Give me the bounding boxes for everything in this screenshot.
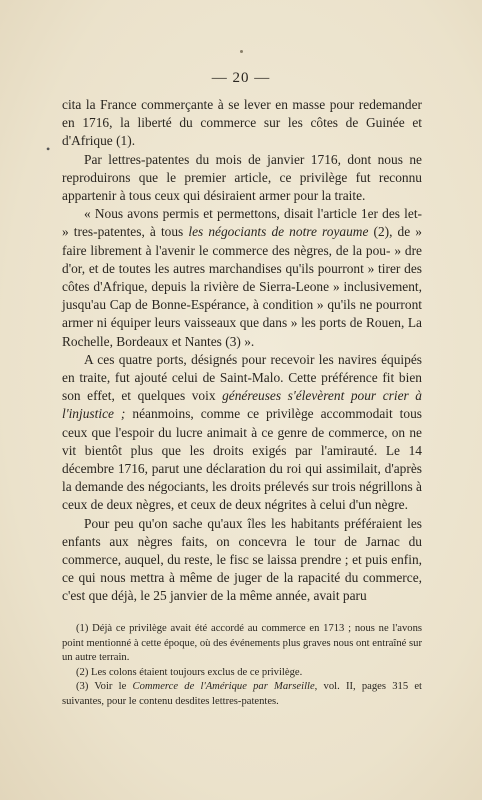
paragraph: « Nous avons permis et permettons, disait l'article 1er des let- » tres-patentes, à tous les négociants de notre royaume (2), de » faire librement à l'avenir le commerce des nègres, de la pou- » dre d'or, et de toutes les autres marchandises qu'ils pourront » tirer des côtes d'Afrique, depuis la rivière de Sierra-Leone » inclusivement, jusqu'au Cap de Bonne-Espérance, à condition » qu'ils ne pourront armer ni équiper leurs vaisseaux que dans » les ports de Rouen, La Rochelle, Bordeaux et Nantes (3) ». [62, 206, 422, 349]
footnote: (2) Les colons étaient toujours exclus de ce privilège. [76, 666, 303, 678]
paragraph: A ces quatre ports, désignés pour recevoir les navires équipés en traite, fut ajouté celui de Saint-Malo. Cette préférence fit bien son effet, et quelques voix généreuses s'élevèrent pour crier à l'injustice ; néanmoins, comme ce privilège accommodait tous ceux que l'espoir du lucre animait à ce genre de commerce, on ne vit bientôt plus que les droits exigés par l'amirauté. Le 14 décembre 1716, parut une déclaration du roi qui assimilait, d'après la demande des négociants, les droits prélevés sur trois négrillons à ceux de deux nègres, et ceux de deux négrites à celui d'un nègre. [62, 351, 423, 513]
italic-phrase: les négociants de notre royaume [188, 224, 369, 240]
italic-phrase: Commerce de l'Amérique par Marseille [132, 681, 315, 693]
footnote: (3) Voir le Commerce de l'Amérique par Marseille, vol. II, pages 315 et suivantes, pour le contenu desdites lettres-patentes. [62, 681, 422, 707]
paragraph: Pour peu qu'on sache qu'aux îles les habitants préféraient les enfants aux nègres faits, on concevra le tour de Jarnac du commerce, auquel, du reste, le fisc se laissa prendre ; et puis enfin, ce qui nous mettra à même de juger de la rapacité du commerce, c'est que déjà, le 25 janvier de la même année, avait paru [62, 515, 422, 604]
paragraph: cita la France commerçante à se lever en masse pour redemander en 1716, la liberté du commerce sur les côtes de Guinée et d'Afrique (1). [62, 97, 422, 149]
page-number: — 20 — [211, 70, 271, 86]
italic-phrase: généreuses s'élevèrent pour crier à l'injustice ; [62, 388, 422, 422]
footnotes [62, 622, 422, 710]
paragraph: Par lettres-patentes du mois de janvier 1716, dont nous ne reproduirons que le premier article, ce privilège fut reconnu appartenir à tous ceux qui désiraient armer pour la traite. [62, 151, 422, 204]
body-text [62, 96, 422, 606]
footnote: (1) Déjà ce privilège avait été accordé au commerce en 1713 ; nous ne l'avons point mentionné à cette époque, où des événements plus graves nous ont entraîné sur un autre terrain. [62, 623, 422, 664]
margin-mark: • [46, 142, 51, 156]
ink-speck [240, 50, 243, 53]
